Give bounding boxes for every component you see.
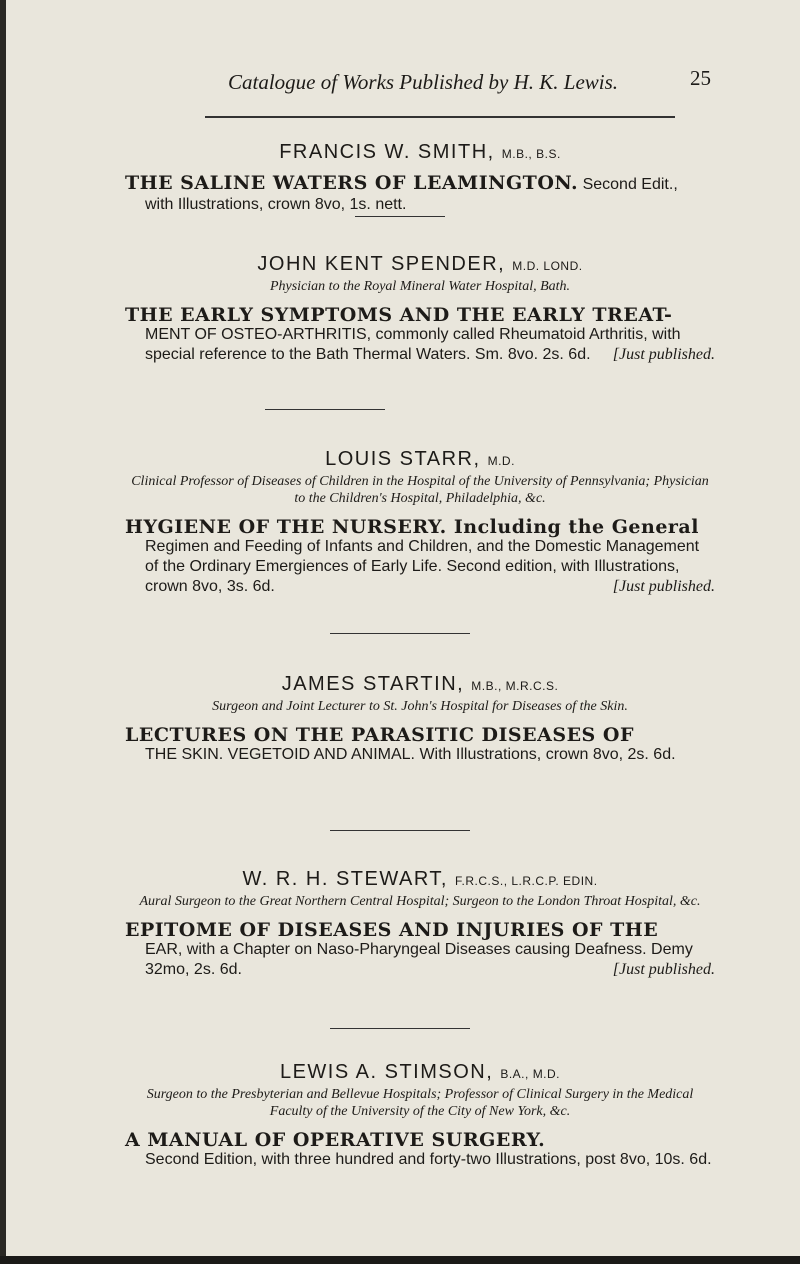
author-name: JOHN KENT SPENDER,: [257, 253, 506, 275]
author-line: [125, 448, 715, 471]
book-details: with Illustrations, crown 8vo, 1s. nett.: [145, 196, 407, 213]
author-line: [125, 253, 715, 276]
header-rule: [205, 116, 675, 118]
catalogue-entry: [125, 141, 715, 215]
section-divider: [330, 830, 470, 831]
author-name: JAMES STARTIN,: [281, 673, 465, 695]
book-title: HYGIENE OF THE NURSERY. Including the General: [125, 516, 699, 538]
book-title: THE SALINE WATERS OF LEAMINGTON. Second Edit.,: [125, 172, 678, 194]
book-title: EPITOME OF DISEASES AND INJURIES OF THE: [125, 919, 659, 941]
catalogue-entry: [125, 868, 715, 980]
author-name: LOUIS STARR,: [325, 448, 481, 470]
catalogue-entry: [125, 673, 715, 765]
book-details: EAR, with a Chapter on Naso-Pharyngeal Diseases causing Deafness. Demy 32mo, 2s. 6d. [Just published.: [145, 941, 715, 978]
author-name: LEWIS A. STIMSON,: [279, 1061, 494, 1083]
author-degrees: F.R.C.S., L.R.C.P. EDIN.: [455, 874, 598, 888]
publication-note: [Just published.: [612, 346, 715, 363]
book-details: MENT OF OSTEO-ARTHRITIS, commonly called Rheumatoid Arthritis, with special reference to the Bath Thermal Waters. Sm. 8vo. 2s. 6d. [Just published.: [145, 326, 715, 363]
section-divider: [355, 216, 445, 217]
author-name: W. R. H. STEWART,: [242, 868, 448, 890]
catalogue-entry: [125, 253, 715, 365]
author-degrees: M.D.: [487, 454, 515, 468]
section-divider: [330, 1028, 470, 1029]
author-degrees: M.B., M.R.C.S.: [471, 679, 559, 693]
author-degrees: M.D. LOND.: [512, 259, 583, 273]
author-description: Surgeon to the Presbyterian and Bellevue Hospitals; Professor of Clinical Surgery in the Medical Faculty of the University of the City of New York, &c.: [146, 1087, 694, 1119]
book-title: A MANUAL OF OPERATIVE SURGERY.: [125, 1129, 546, 1151]
page-bottom-edge: [0, 1256, 800, 1264]
author-description: Clinical Professor of Diseases of Children in the Hospital of the University of Pennsylvania; Physician to the Children's Hospital, Philadelphia, &c.: [131, 474, 709, 506]
page-header-title: Catalogue of Works Published by H. K. Lewis.: [228, 70, 619, 94]
publication-note: [Just published.: [612, 578, 715, 595]
author-degrees: B.A., M.D.: [500, 1067, 561, 1081]
catalogue-entry: [125, 448, 715, 597]
author-line: [125, 1061, 715, 1084]
author-degrees: M.B., B.S.: [501, 147, 561, 161]
book-details: THE SKIN. VEGETOID AND ANIMAL. With Illustrations, crown 8vo, 2s. 6d.: [145, 746, 676, 763]
book-details: Second Edition, with three hundred and forty-two Illustrations, post 8vo, 10s. 6d.: [145, 1151, 712, 1168]
author-description: Aural Surgeon to the Great Northern Central Hospital; Surgeon to the London Throat Hospital, &c.: [139, 894, 701, 909]
book-title: THE EARLY SYMPTOMS AND THE EARLY TREAT-: [125, 304, 673, 326]
page-binding-edge: [0, 0, 6, 1264]
publication-note: [Just published.: [612, 961, 715, 978]
catalogue-entry: [125, 1061, 715, 1170]
book-title: LECTURES ON THE PARASITIC DISEASES OF: [125, 724, 634, 746]
book-details: Regimen and Feeding of Infants and Children, and the Domestic Management of the Ordinary Emergiences of Early Life. Second edition, with Illustrations, crown 8vo, 3s. 6d. [Just published.: [145, 538, 715, 595]
page-number: 25: [690, 66, 711, 90]
author-description: Physician to the Royal Mineral Water Hospital, Bath.: [269, 279, 571, 294]
author-description: Surgeon and Joint Lecturer to St. John's Hospital for Diseases of the Skin.: [212, 699, 628, 714]
section-divider: [265, 409, 385, 410]
author-line: [125, 868, 715, 891]
author-line: [125, 141, 715, 164]
author-line: [125, 673, 715, 696]
author-name: FRANCIS W. SMITH,: [279, 141, 495, 163]
section-divider: [330, 633, 470, 634]
